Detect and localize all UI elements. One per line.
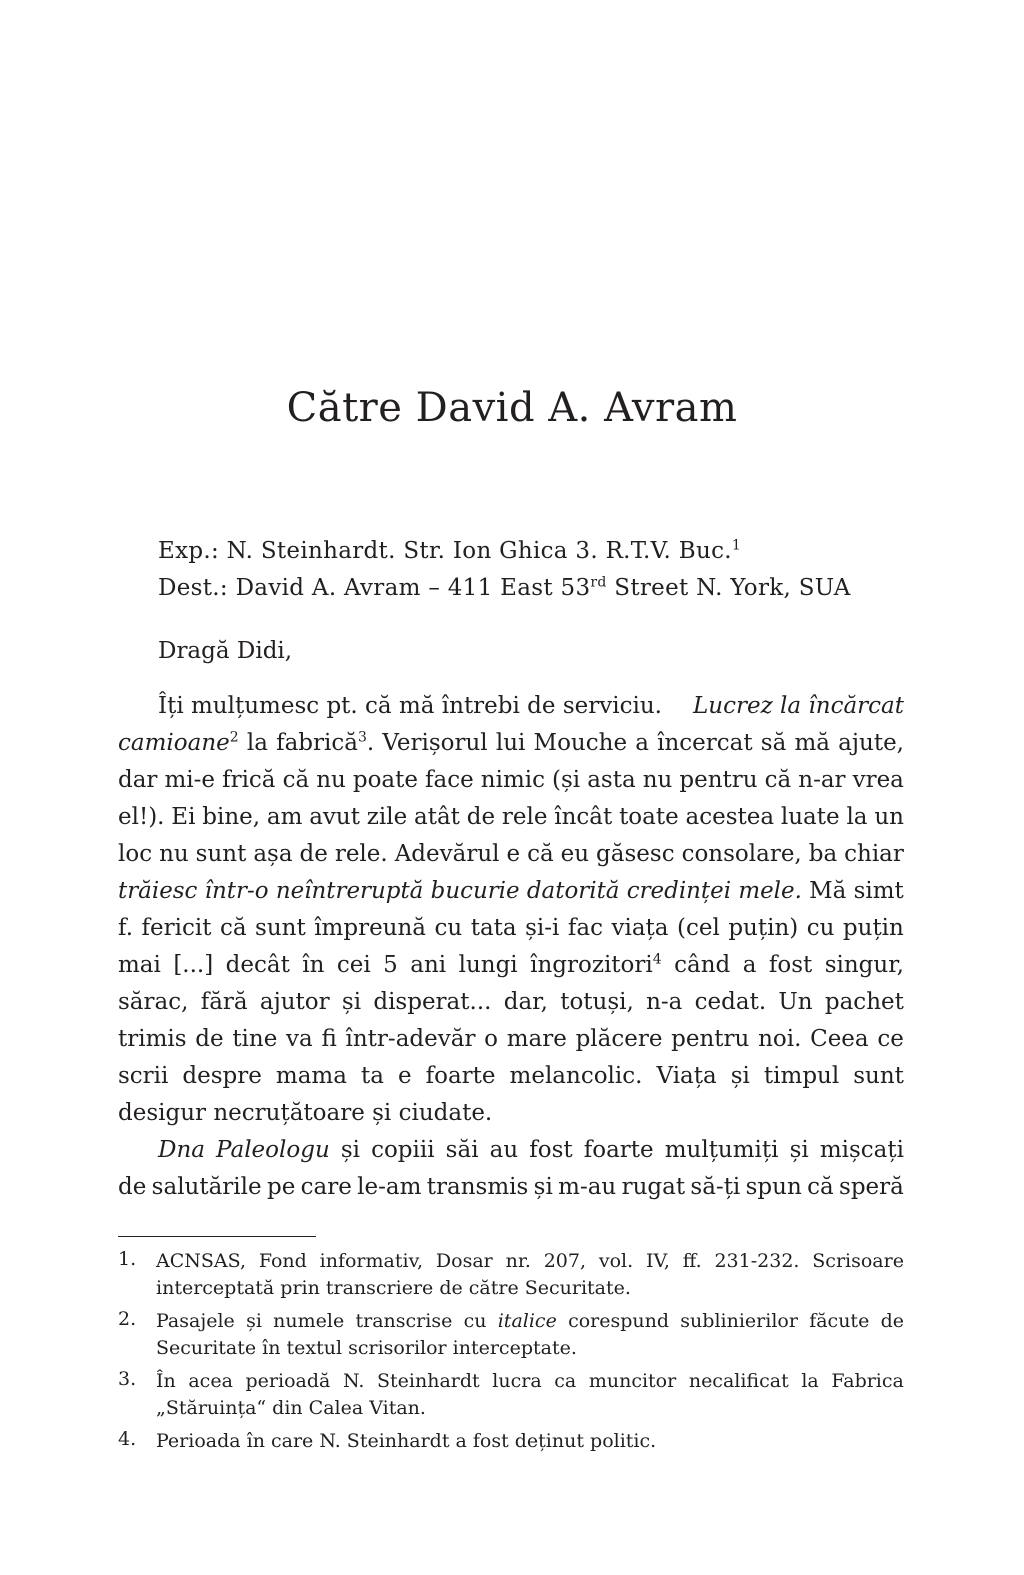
word: sunt <box>853 1063 904 1089</box>
body-line <box>118 836 904 873</box>
word: loc <box>118 841 153 867</box>
word: necalificat <box>688 1370 789 1392</box>
word: ba <box>808 841 838 867</box>
word: noi. <box>758 1026 802 1052</box>
word: rele <box>501 804 548 830</box>
word: fără <box>200 989 248 1015</box>
word: nimic <box>480 767 545 793</box>
word: vol. <box>598 1250 634 1272</box>
word: ACNSAS, <box>156 1250 246 1272</box>
word: ff. <box>682 1250 702 1272</box>
word: la <box>846 804 868 830</box>
word: că <box>764 767 792 793</box>
word: bine, <box>202 804 261 830</box>
word: care <box>300 1174 352 1200</box>
word: și <box>730 1063 750 1089</box>
word: nr. <box>505 1250 531 1272</box>
word: trimis <box>118 1026 187 1052</box>
word: că <box>219 915 247 941</box>
body-line <box>118 688 904 725</box>
body-italic: trăiesc într-o neîntreruptă bucurie datorită credinței mele. <box>118 878 802 904</box>
word: și-i <box>525 915 560 941</box>
word: puțin <box>842 915 904 941</box>
footnote-3 <box>118 1368 904 1422</box>
word: mama <box>275 1063 347 1089</box>
word: încât <box>554 804 613 830</box>
footnote-ref-4[interactable]: 4 <box>652 951 662 968</box>
word: am <box>266 804 303 830</box>
word: informativ, <box>319 1250 424 1272</box>
body-italic: Dna Paleologu <box>158 1137 330 1163</box>
word: un <box>874 804 904 830</box>
body-text: Îți mulțumesc pt. că mă întrebi de serviciu. <box>158 693 662 719</box>
word: frică <box>222 767 276 793</box>
word: (și <box>552 767 581 793</box>
word: rele. <box>334 841 388 867</box>
word: toate <box>619 804 679 830</box>
word: pentru <box>679 767 758 793</box>
word: N. <box>342 1370 365 1392</box>
word: Fabrica <box>831 1370 904 1392</box>
word: lucra <box>492 1370 542 1392</box>
word: împreună <box>314 915 427 941</box>
word: va <box>286 1026 313 1052</box>
word: transmis <box>426 1174 529 1200</box>
salutation: Dragă Didi, <box>158 638 293 664</box>
word: plăcere <box>575 1026 663 1052</box>
word: că <box>527 841 554 867</box>
word: cedat. <box>694 989 767 1015</box>
body-italic: camioane <box>118 730 230 756</box>
body-line <box>118 799 904 836</box>
word: cu <box>434 915 463 941</box>
footnote-divider <box>118 1236 316 1237</box>
footnote-number: 2. <box>118 1308 137 1330</box>
word: o <box>484 1026 499 1052</box>
word: mi-e <box>164 767 216 793</box>
word: Fond <box>258 1250 307 1272</box>
word: de <box>118 1174 147 1200</box>
body-italic: Lucrez la încărcat <box>693 693 904 719</box>
word: Viața <box>656 1063 717 1089</box>
word: acestea <box>685 804 775 830</box>
footnote-text-part: corespund sublinierilor făcute de <box>556 1310 904 1332</box>
word: viața <box>611 915 669 941</box>
word: rugat <box>621 1174 686 1200</box>
word: muncitor <box>588 1370 677 1392</box>
footnote-ref-1[interactable]: 1 <box>731 537 742 554</box>
word: fericit <box>141 915 212 941</box>
word: 231-232. <box>714 1250 800 1272</box>
word: că <box>282 767 310 793</box>
body-line <box>118 873 904 910</box>
word: fac <box>567 915 603 941</box>
body-line <box>118 762 904 799</box>
word: poate <box>352 767 418 793</box>
word: de <box>195 1026 224 1052</box>
footnote-number: 1. <box>118 1248 137 1270</box>
word: În <box>156 1370 176 1392</box>
footnote-text <box>156 1308 904 1335</box>
footnote-text-part: Pasajele și numele transcrise cu <box>156 1310 498 1332</box>
word: f. <box>118 915 134 941</box>
word: chiar <box>844 841 904 867</box>
word: e <box>397 1063 412 1089</box>
word: să-ți <box>690 1174 741 1200</box>
word: nu <box>642 767 673 793</box>
word: ce <box>877 1026 904 1052</box>
word: luate <box>780 804 840 830</box>
word: perioadă <box>245 1370 331 1392</box>
word: și <box>341 989 362 1015</box>
word: sunt <box>195 841 247 867</box>
body-text: la fabrică <box>238 730 358 756</box>
body-line <box>118 1169 904 1206</box>
word: Steinhardt <box>377 1370 480 1392</box>
sender-line <box>158 538 741 564</box>
footnote-ref-3[interactable]: 3 <box>357 729 367 746</box>
word: speră <box>839 1174 904 1200</box>
word: asta <box>587 767 636 793</box>
word: cu <box>806 915 835 941</box>
recipient-text-a: Dest.: David A. Avram – 411 East 53 <box>158 575 591 601</box>
word: pe <box>266 1174 296 1200</box>
word: timpul <box>763 1063 840 1089</box>
body-line: desigur necruțătoare și ciudate. <box>118 1100 493 1126</box>
footnote-text <box>156 1368 904 1395</box>
word: foarte <box>425 1063 496 1089</box>
word: ta <box>360 1063 384 1089</box>
sender-text: Exp.: N. Steinhardt. Str. Ion Ghica 3. R.T.V. Buc. <box>158 538 732 564</box>
page-title: Către David A. Avram <box>286 385 738 431</box>
footnote-ref-2[interactable]: 2 <box>229 729 239 746</box>
word: sunt <box>255 915 306 941</box>
word: găsesc <box>596 841 675 867</box>
word: nu <box>159 841 189 867</box>
ordinal-suffix: rd <box>590 574 607 591</box>
word: Un <box>778 989 813 1015</box>
body-line <box>118 1021 904 1058</box>
word: face <box>425 767 474 793</box>
word: 207, <box>543 1250 587 1272</box>
body-text: mai [...] decât în cei 5 ani lungi îngrozitori <box>118 952 653 978</box>
word: n-a <box>646 989 683 1015</box>
word: sărac, <box>118 989 189 1015</box>
body-line <box>118 1132 904 1169</box>
word: pachet <box>824 989 904 1015</box>
word: m-au <box>558 1174 617 1200</box>
body-line <box>118 984 904 1021</box>
word: pentru <box>671 1026 750 1052</box>
word: salutările <box>151 1174 262 1200</box>
word: Ei <box>171 804 196 830</box>
word: așa <box>253 841 293 867</box>
word: IV, <box>645 1250 670 1272</box>
footnote-4 <box>118 1428 904 1455</box>
body-line <box>118 910 904 947</box>
word: e <box>506 841 521 867</box>
word: disperat... <box>373 989 492 1015</box>
footnote-1 <box>118 1248 904 1302</box>
footnote-text: interceptată prin transcriere de către Securitate. <box>156 1277 631 1299</box>
word: atât <box>414 804 460 830</box>
word: ajutor <box>259 989 330 1015</box>
footnote-text <box>156 1248 904 1275</box>
word: Dosar <box>435 1250 493 1272</box>
word: consolare, <box>681 841 802 867</box>
word: de <box>299 841 328 867</box>
body-line <box>118 725 904 762</box>
word: el!). <box>118 804 165 830</box>
body-text: și copiii săi au fost foarte mulțumiți și mișcați <box>329 1137 904 1163</box>
word: Scrisoare <box>812 1250 904 1272</box>
letter-body <box>118 688 904 1206</box>
word: și <box>533 1174 553 1200</box>
word: fi <box>321 1026 337 1052</box>
word: ca <box>554 1370 577 1392</box>
word: totuși, <box>560 989 634 1015</box>
footnote-text: „Stăruința“ din Calea Vitan. <box>156 1397 426 1419</box>
word: despre <box>182 1063 262 1089</box>
word: Ceea <box>810 1026 869 1052</box>
word: avut <box>309 804 360 830</box>
word: că <box>807 1174 834 1200</box>
word: scrii <box>118 1063 169 1089</box>
word: tine <box>232 1026 278 1052</box>
word: zile <box>366 804 408 830</box>
word: n-ar <box>798 767 846 793</box>
word: vrea <box>852 767 904 793</box>
word: de <box>466 804 496 830</box>
word: melancolic. <box>509 1063 643 1089</box>
word: la <box>801 1370 819 1392</box>
word: mare <box>506 1026 567 1052</box>
body-line <box>118 947 904 984</box>
word: nu <box>316 767 346 793</box>
body-line <box>118 1058 904 1095</box>
body-text: când a fost singur, <box>661 952 904 978</box>
body-text: . Verișorul lui Mouche a încercat să mă ajute, <box>366 730 904 756</box>
word: puțin) <box>728 915 799 941</box>
word: într-adevăr <box>345 1026 476 1052</box>
word: eu <box>560 841 590 867</box>
word: (cel <box>677 915 720 941</box>
footnote-number: 3. <box>118 1368 137 1390</box>
word: le-am <box>357 1174 422 1200</box>
word: tata <box>470 915 517 941</box>
footnote-text: Securitate în textul scrisorilor interceptate. <box>156 1337 577 1359</box>
word: dar <box>118 767 158 793</box>
word: dar, <box>503 989 548 1015</box>
footnote-italic: italice <box>497 1310 557 1332</box>
footnote-2 <box>118 1308 904 1362</box>
recipient-text-b: Street N. York, SUA <box>606 575 851 601</box>
word: spun <box>745 1174 802 1200</box>
footnote-number: 4. <box>118 1428 137 1450</box>
word: acea <box>188 1370 233 1392</box>
word: Adevărul <box>394 841 500 867</box>
recipient-line <box>158 575 851 601</box>
footnote-text: Perioada în care N. Steinhardt a fost deținut politic. <box>156 1430 657 1452</box>
body-text: Mă simt <box>801 878 904 904</box>
